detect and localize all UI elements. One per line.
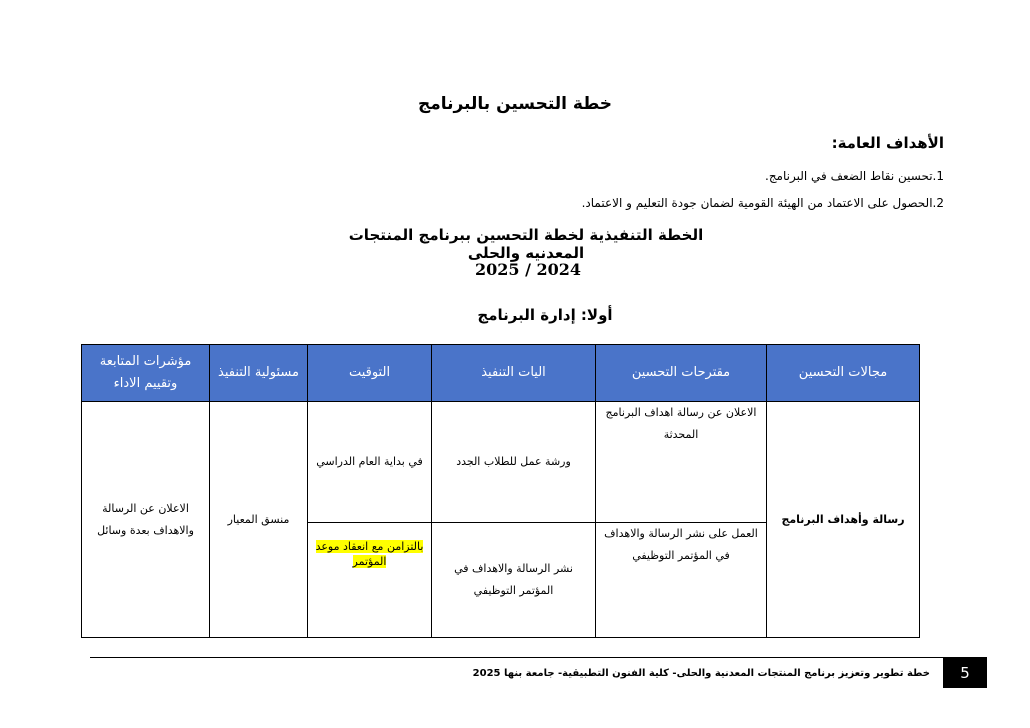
improvement-area-cell: رسالة وأهداف البرنامج: [767, 402, 920, 638]
header-indicators: مؤشرات المتابعة وتقييم الاداء: [82, 345, 210, 402]
header-timing: التوقيت: [308, 345, 432, 402]
goal-item: 2.الحصول على الاعتماد من الهيئة القومية لضمان جودة التعليم و الاعتماد.: [581, 196, 944, 210]
academic-years: 2025 / 2024: [474, 260, 582, 279]
execution-plan-title: الخطة التنفيذية لخطة التحسين ببرنامج المنتجات المعدنيه والحلى: [348, 226, 704, 262]
document-title: خطة التحسين بالبرنامج: [417, 94, 613, 114]
timing-cell: [308, 523, 432, 638]
section-title: أولا: إدارة البرنامج: [477, 306, 613, 324]
goals-heading: الأهداف العامة:: [831, 134, 944, 152]
improvement-plan-table: [81, 344, 920, 638]
proposal-cell: الاعلان عن رسالة اهداف البرنامج المحدثة: [596, 402, 767, 523]
timing-cell: في بداية العام الدراسي: [308, 402, 432, 523]
mechanism-cell: ورشة عمل للطلاب الجدد: [432, 402, 596, 523]
page-number: 5: [943, 658, 987, 688]
proposal-cell: العمل على نشر الرسالة والاهداف في المؤتمر التوظيفي: [596, 523, 767, 638]
header-proposals: مقترحات التحسين: [596, 345, 767, 402]
table-header-row: [82, 345, 920, 402]
goal-item: 1.تحسين نقاط الضعف في البرنامج.: [765, 169, 944, 183]
indicator-cell: الاعلان عن الرسالة والاهداف بعدة وسائل: [82, 402, 210, 638]
header-responsibility: مسئولية التنفيذ: [210, 345, 308, 402]
header-mechanisms: اليات التنفيذ: [432, 345, 596, 402]
footer-text: خطة تطوير وتعزيز برنامج المنتجات المعدنية والحلى- كلية الفنون التطبيقية- جامعة بنها 2025: [472, 668, 930, 679]
footer-divider: [90, 657, 987, 658]
highlighted-timing: بالتزامن مع انعقاد موعد المؤتمر: [315, 540, 424, 568]
mechanism-cell: نشر الرسالة والاهداف في المؤتمر التوظيفي: [432, 523, 596, 638]
responsibility-cell: منسق المعيار: [210, 402, 308, 638]
header-areas: مجالات التحسين: [767, 345, 920, 402]
table-row: [82, 402, 920, 523]
